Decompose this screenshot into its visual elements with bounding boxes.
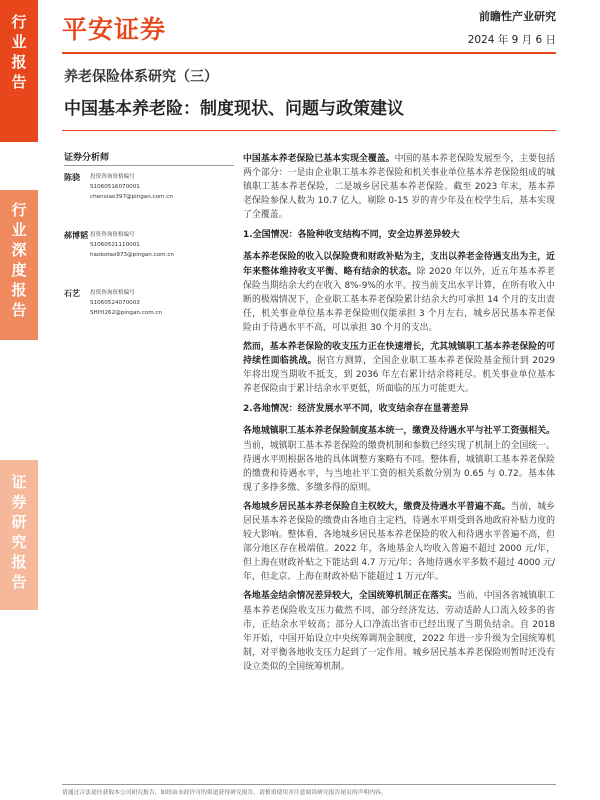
page-title: 中国基本养老险：制度现状、问题与政策建议	[64, 99, 404, 119]
analyst-name: 郝博韬	[64, 231, 88, 240]
header-divider	[62, 52, 556, 54]
report-date: 2024 年 9 月 6 日	[467, 34, 556, 46]
analyst-info	[90, 288, 162, 318]
paragraph-urban-workers	[243, 424, 555, 494]
series-title: 养老保险体系研究（三）	[64, 69, 218, 85]
analyst-name: 陈骁	[64, 173, 80, 182]
analyst-entry	[64, 286, 234, 344]
sidebar-tag-industry-report: 行 业 报 告	[0, 0, 38, 142]
summary-text: 中国的基本养老保险发展至今，主要包括两个部分：一是由企业职工基本养老保险和机关事业单位基本养老保险组成的城镇职工基本养老保险，二是城乡居民基本养老保险。截至 2023 年末，基本养老保险参保人数为 10.7 亿人，剔除 0-15 岁的青少年及在校学生后，基本实现了全覆盖。	[243, 154, 555, 221]
analyst-license-label: 投资咨询资格编号	[90, 174, 135, 180]
analyst-name: 石艺	[64, 289, 80, 298]
paragraph-pressure	[243, 340, 555, 396]
paragraph-text: 除 2020 年以外，近五年基本养老保险当期结余大约在收入 8%-9%的水平。按当前支出水平计算，在所有收入中断的极端情况下，企业职工基本养老保险累计结余大约可承担 14 个月的支出责任，机关事业单位基本养老保险则仅能承担 3 个月左右，城乡居民基本养老保险由于待遇水平不高，可以承担 30 个月的支出。	[243, 266, 556, 333]
summary-lead: 中国基本养老保险已基本实现全覆盖。	[243, 154, 395, 164]
analyst-entry	[64, 228, 234, 286]
title-divider	[62, 130, 556, 131]
paragraph-text: 据官方测算，全国企业职工基本养老保险基金预计到 2029 年将出现当期收不抵支，到 2036 年左右累计结余将耗尽。机关事业单位基本养老保险由于累计结余水平更低，所面临的压力可能更大。	[243, 356, 556, 395]
sidebar-tag-securities-research: 证 券 研 究 报 告	[0, 460, 38, 610]
paragraph-text: 当前，城乡居民基本养老保险的缴费由各地自主定档，待遇水平则受到各地政府补贴力度的较大影响。整体看，各地城乡居民基本养老保险的收入和待遇水平普遍不高，但部分地区存在极端值。2022 年，各地基金人均收入普遍不超过 2000 元/年，但上海在财政补贴之下能达到 4.7 万元/年；各地待遇水平多数不超过 4000 元/年，但北京、上海在财政补贴下能超过 1 万元/年。	[243, 501, 556, 583]
analyst-email[interactable]: SHIYI262@pingan.com.cn	[90, 310, 163, 316]
section-heading-national: 1.全国情况：各险种收支结构不同，安全边界差异较大	[243, 230, 460, 241]
analyst-license-label: 投资咨询资格编号	[90, 232, 135, 238]
paragraph-lead: 然而，基本养老保险的收支压力正在快速增长，尤其城镇职工基本养老保险的可持续性面临挑战。	[243, 342, 555, 367]
analyst-license-code: S1060524070003	[90, 300, 140, 306]
paragraph-text: 当前，城镇职工基本养老保险的缴费机制和参数已经实现了机制上的全国统一。待遇水平则根据各地的具体调整方案略有不同。整体看，城镇职工基本养老保险的缴费和待遇水平，与当地社平工资的相关系数分别为 0.65 与 0.72。基本体现了多挣多缴、多缴多得的原则。	[243, 440, 555, 493]
paragraph-lead: 基本养老保险的收入以保险费和财政补贴为主，支出以养老金待遇支出为主，近年来整体维持收支平衡、略有结余的状态。	[243, 252, 555, 277]
footer-disclaimer: 请通过合法途径获取本公司研究报告，如经由未经许可的渠道获得研究报告，请慎重使用并注意阅读研究报告尾页的声明内容。	[62, 790, 387, 796]
sidebar	[0, 0, 38, 800]
paragraph-lead: 各地城乡居民基本养老保险自主权较大，缴费及待遇水平普遍不高。	[243, 501, 511, 512]
paragraph-rural-residents	[243, 500, 555, 585]
sidebar-tag-industry-deep-report: 行 业 深 度 报 告	[0, 190, 38, 340]
analyst-email[interactable]: haobotao973@pingan.com.cn	[90, 252, 174, 258]
analyst-info	[90, 172, 173, 202]
paragraph-income-expense	[243, 250, 555, 335]
analyst-license-code: S1060516070001	[90, 184, 140, 190]
analyst-heading: 证券分析师	[64, 150, 234, 166]
paragraph-text: 当前，中国各省城镇职工基本养老保险收支压力截然不同，部分经济发达、劳动适龄人口流入较多的省市，正结余水平较高；部分人口净流出省市已经出现了当期负结余。自 2018 年开始，中国开始设立中央统筹调剂金制度，2022 年进一步升级为全国统筹机制，对平衡各地收支压力起到了一定作用。城乡居民基本养老保险则暂时还没有设立类似的全国统筹机制。	[243, 591, 555, 672]
paragraph-lead: 各地城镇职工基本养老保险制度基本统一，缴费及待遇水平与社平工资强相关。	[243, 426, 555, 437]
analyst-email[interactable]: chenxiao397@pingan.com.cn	[90, 194, 173, 200]
report-category: 前瞻性产业研究	[479, 10, 556, 23]
header-meta	[468, 8, 556, 47]
analyst-entry	[64, 170, 234, 228]
analyst-panel	[64, 150, 234, 344]
section-heading-regional: 2.各地情况：经济发展水平不同，收支结余存在显著差异	[243, 404, 469, 415]
analyst-license-label: 投资咨询资格编号	[90, 290, 135, 296]
footer-divider	[62, 784, 556, 785]
analyst-info	[90, 230, 174, 260]
paragraph-fund-balance	[243, 589, 555, 674]
report-body	[243, 152, 555, 679]
analyst-license-code: S1060521110001	[90, 242, 140, 248]
paragraph-lead: 各地基金结余情况差异较大，全国统筹机制正在落实。	[243, 591, 457, 602]
summary-paragraph	[243, 152, 555, 222]
company-logo: 平安证券	[62, 15, 167, 44]
